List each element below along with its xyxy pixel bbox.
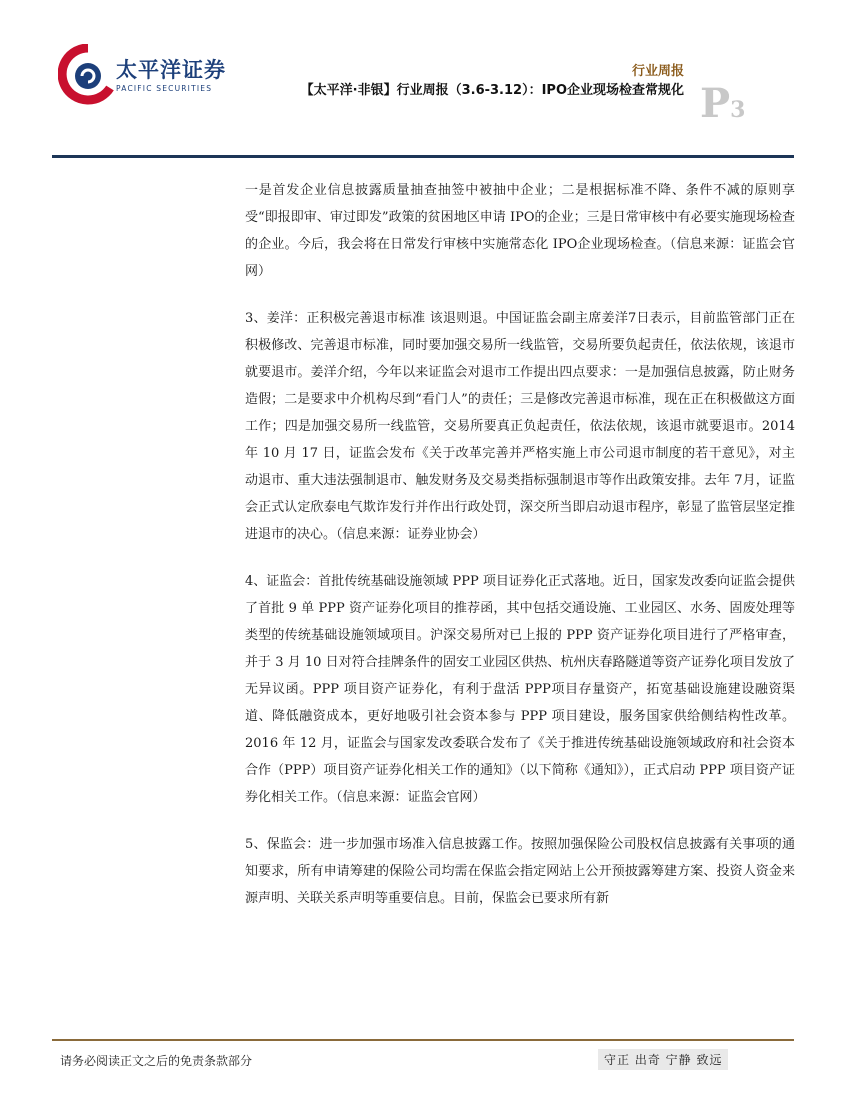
paragraph-delisting: 3、姜洋：正积极完善退市标准 该退则退。中国证监会副主席姜洋7日表示，目前监管部门正在积极修改、完善退市标准，同时要加强交易所一线监管，交易所要负起责任，依法依规，该退市就要退市。姜洋介绍，今年以来证监会对退市工作提出四点要求：一是加强信息披露，防止财务造假；二是要求中介机构尽到“看门人”的责任；三是修改完善退市标准，现在正在积极做这方面工作；四是加强交易所一线监管，交易所要真正负起责任，依法依规，该退市就要退市。2014 年 10 月 17 日，证监会发布《关于改革完善并严格实施上市公司退市制度的若干意见》，对主动退市、重大违法强制退市、触发财务及交易类指标强制退市等作出政策安排。去年 7月，证监会正式认定欣泰电气欺诈发行并作出行政处罚，深交所当即启动退市程序，彰显了监管层坚定推进退市的决心。（信息来源：证券业协会） <box>245 311 795 542</box>
page-number-value: 3 <box>730 97 746 123</box>
pacific-securities-logo-icon <box>58 44 118 106</box>
page-prefix: P <box>700 80 731 127</box>
footer-motto: 守正 出奇 宁静 致远 <box>598 1049 728 1070</box>
report-category: 行业周报 <box>631 64 684 79</box>
paragraph-ppp-securitization: 4、证监会：首批传统基础设施领域 PPP 项目证券化正式落地。近日，国家发改委向证监会提供了首批 9 单 PPP 资产证券化项目的推荐函，其中包括交通设施、工业园区、水务、固废处理等类型的传统基础设施领域项目。沪深交易所对已上报的 PPP 资产证券化项目进行了严格审查，并于 3 月 10 日对符合挂牌条件的固安工业园区供热、杭州庆春路隧道等资产证券化项目发放了无异议函。PPP 项目资产证券化，有利于盘活 PPP项目存量资产，拓宽基础设施建设融资渠道、降低融资成本，更好地吸引社会资本参与 PPP 项目建设，服务国家供给侧结构性改革。2016 年 12 月，证监会与国家发改委联合发布了《关于推进传统基础设施领域政府和社会资本合作（PPP）项目资产证券化相关工作的通知》（以下简称《通知》），正式启动 PPP 项目资产证券化相关工作。（信息来源：证监会官网） <box>245 574 795 805</box>
company-logo <box>58 44 238 106</box>
paragraph-insurance-disclosure: 5、保监会：进一步加强市场准入信息披露工作。按照加强保险公司股权信息披露有关事项的通知要求，所有申请筹建的保险公司均需在保监会指定网站上公开预披露筹建方案、投资人资金来源声明、关联关系声明等重要信息。目前，保监会已要求所有新 <box>245 837 795 906</box>
paragraph-ipo-inspection: 一是首发企业信息披露质量抽查抽签中被抽中企业；二是根据标准不降、条件不减的原则享受“即报即审、审过即发”政策的贫困地区申请 IPO的企业；三是日常审核中有必要实施现场检查的企业。今后，我会将在日常发行审核中实施常态化 IPO企业现场检查。（信息来源：证监会官网） <box>245 183 795 279</box>
header-divider <box>52 155 794 158</box>
logo-name-en: PACIFIC SECURITIES <box>116 84 213 93</box>
logo-name-cn: 太平洋证券 <box>116 58 226 82</box>
report-title: 【太平洋·非银】行业周报（3.6-3.12）：IPO企业现场检查常规化 <box>300 83 684 98</box>
page-number <box>700 80 745 127</box>
report-body <box>245 177 795 932</box>
footer-divider <box>52 1039 794 1041</box>
footer-disclaimer: 请务必阅读正文之后的免责条款部分 <box>60 1054 253 1068</box>
